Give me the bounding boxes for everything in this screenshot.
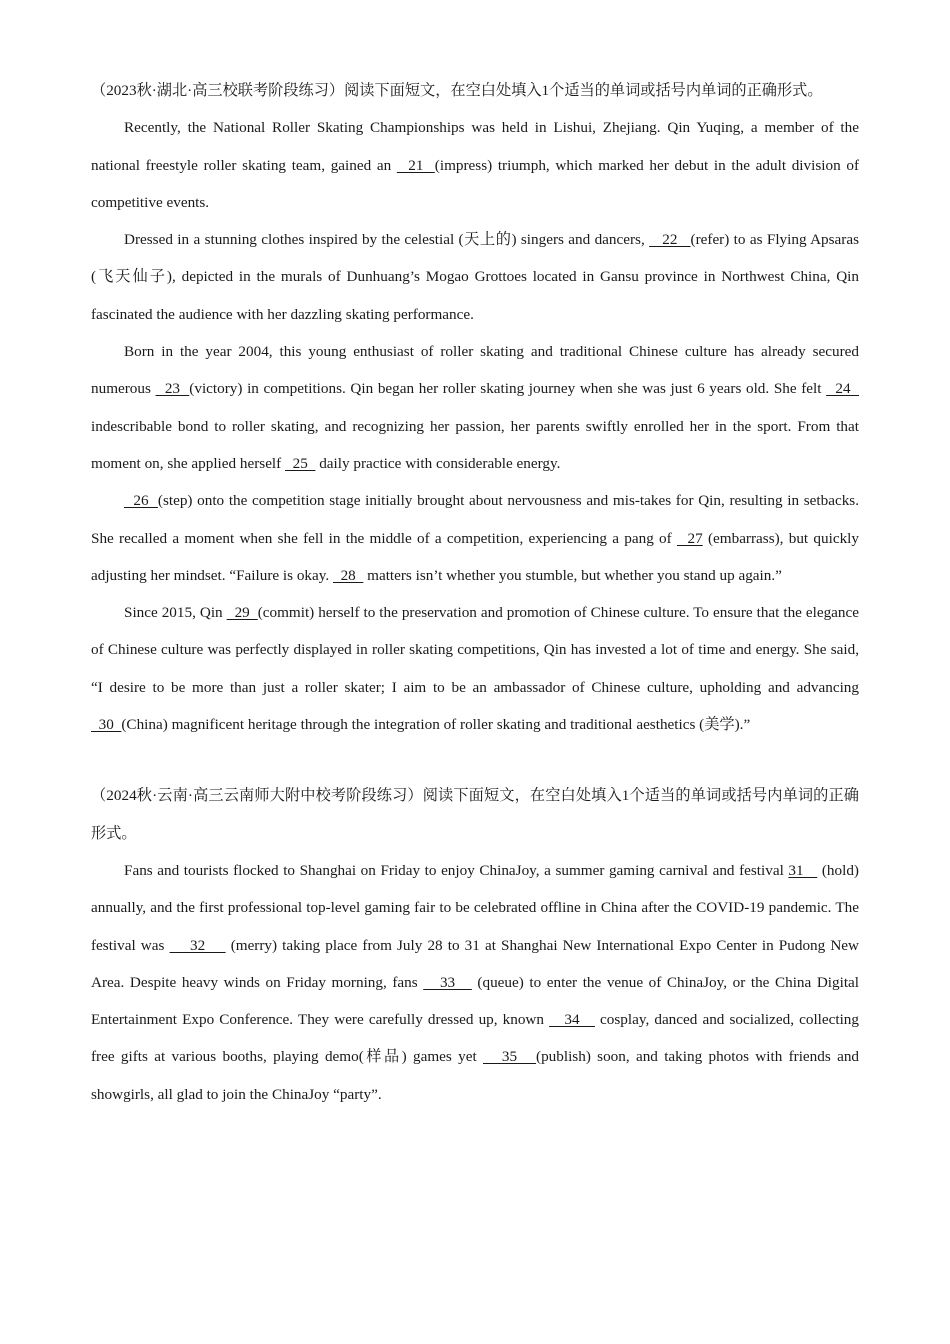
text-run: (commit) herself to the preservation and promotion of Chinese culture. To ensure that the elegance of Chinese culture was perfectly displayed in roller skating competitions, Qin has invested a lot of time and energy. She said, “I desire to be more than just a roller skater; I aim to be an ambassador of Chinese culture, upholding and advancing	[91, 604, 859, 696]
paragraph	[91, 852, 859, 1113]
blank-26[interactable]: 26	[124, 492, 158, 510]
text-run: (refer) to as Flying Apsaras (飞天仙子), depicted in the murals of Dunhuang’s Mogao Grottoes located in Gansu province in Northwest China, Qin fascinated the audience with her dazzling skating performance.	[91, 231, 859, 323]
text-run: matters isn’t whether you stumble, but whether you stand up again.”	[363, 566, 782, 584]
blank-22[interactable]: 22	[649, 231, 691, 249]
paragraph	[91, 221, 859, 333]
blank-24[interactable]: 24	[826, 380, 860, 398]
paragraph	[91, 482, 859, 594]
text-run: (hold) annually, and the first professional top-level gaming fair to be celebrated offline in China after the COVID-19 pandemic. The festival was	[91, 861, 859, 954]
text-run: (embarrass), but quickly adjusting her mindset. “Failure is okay.	[91, 529, 859, 584]
blank-25[interactable]: 25	[285, 454, 316, 472]
text-run: (publish) soon, and taking photos with friends and showgirls, all glad to join the ChinaJoy “party”.	[91, 1048, 860, 1103]
section-header: （2024秋·云南·高三云南师大附中校考阶段练习）阅读下面短文，在空白处填入1个适当的单词或括号内单词的正确形式。	[91, 787, 859, 842]
text-run: Born in the year 2004, this young enthusiast of roller skating and traditional Chinese culture has already secured numerous	[91, 343, 859, 398]
paragraph	[91, 109, 859, 221]
paragraph	[91, 333, 859, 482]
text-run: (merry) taking place from July 28 to 31 at Shanghai New International Expo Center in Pudong New Area. Despite heavy winds on Friday morning, fans	[91, 936, 860, 991]
blank-29[interactable]: 29	[226, 604, 258, 622]
blank-33[interactable]: 33	[423, 973, 472, 991]
section-header: （2023秋·湖北·高三校联考阶段练习）阅读下面短文，在空白处填入1个适当的单词或括号内单词的正确形式。	[91, 82, 823, 99]
text-run: daily practice with considerable energy.	[315, 454, 561, 472]
blank-23[interactable]: 23	[155, 380, 190, 398]
blank-35[interactable]: 35	[483, 1048, 537, 1066]
text-run: Dressed in a stunning clothes inspired by the celestial (天上的) singers and dancers,	[124, 231, 650, 249]
section-2	[91, 777, 859, 1113]
blank-32[interactable]: 32	[169, 936, 226, 954]
blank-31[interactable]: 31	[788, 861, 818, 879]
text-run: Since 2015, Qin	[124, 604, 227, 622]
text-run: cosplay, danced and socialized, collecting free gifts at various booths, playing demo(样品) games yet	[91, 1011, 859, 1066]
text-run: (China) magnificent heritage through the integration of roller skating and traditional aesthetics (美学).”	[121, 716, 751, 734]
text-run: (queue) to enter the venue of ChinaJoy, or the China Digital Entertainment Expo Conference. They were carefully dressed up, known	[91, 973, 860, 1029]
blank-28[interactable]: 28	[332, 566, 364, 584]
text-run: (step) onto the competition stage initially brought about nervousness and mis-takes for Qin, resulting in setbacks. She recalled a moment when she fell in the middle of a competition, experiencing a pang of	[91, 492, 859, 547]
text-run: Recently, the National Roller Skating Championships was held in Lishui, Zhejiang. Qin Yuqing, a member of the national freestyle roller skating team, gained an	[91, 119, 859, 174]
blank-21[interactable]: 21	[396, 156, 435, 174]
text-run: Fans and tourists flocked to Shanghai on Friday to enjoy ChinaJoy, a summer gaming carnival and festival	[124, 861, 789, 879]
text-run: (victory) in competitions. Qin began her roller skating journey when she was just 6 years old. She felt	[189, 380, 827, 398]
blank-34[interactable]: 34	[549, 1011, 595, 1029]
document-page	[91, 72, 859, 1113]
paragraph	[91, 594, 859, 743]
section-spacer	[91, 743, 859, 777]
blank-27[interactable]: 27	[676, 529, 703, 547]
text-run: (impress) triumph, which marked her debut in the adult division of competitive events.	[91, 156, 859, 211]
blank-30[interactable]: 30	[91, 716, 122, 734]
text-run: indescribable bond to roller skating, and recognizing her passion, her parents swiftly enrolled her in the sport. From that moment on, she applied herself	[91, 417, 859, 472]
section-1	[91, 72, 859, 743]
